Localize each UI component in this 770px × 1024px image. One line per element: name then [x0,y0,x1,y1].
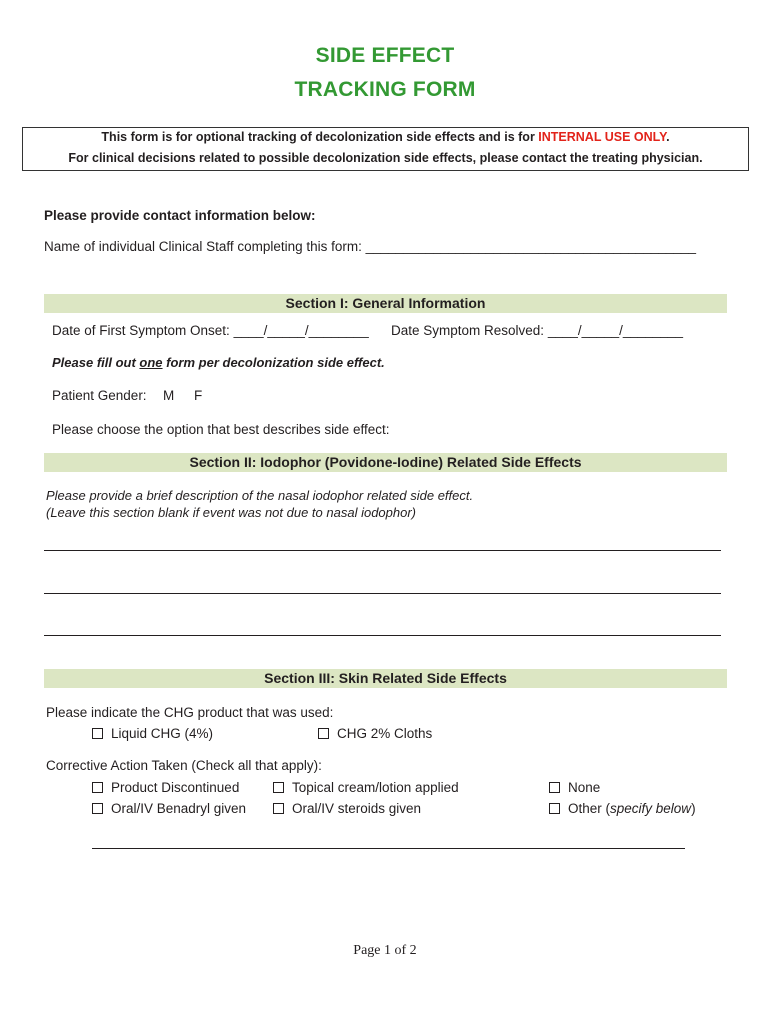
description-line-3[interactable] [44,635,721,636]
internal-use-only: INTERNAL USE ONLY [538,130,667,144]
option-topical-cream[interactable] [273,780,459,795]
onset-label: Date of First Symptom Onset: [52,323,234,338]
option-liquid-chg[interactable] [92,726,213,741]
one-form-instruction [52,355,385,370]
option-benadryl[interactable] [92,801,246,816]
section1-header: Section I: General Information [44,294,727,313]
resolved-date-field[interactable]: ____/_____/________ [547,323,683,338]
resolved-label: Date Symptom Resolved: [391,323,548,338]
steroids-label: Oral/IV steroids given [292,801,422,816]
form-title-line2: TRACKING FORM [294,78,476,101]
checkbox-icon[interactable] [549,782,560,793]
checkbox-icon[interactable] [92,803,103,814]
other-prefix: Other ( [568,801,611,816]
checkbox-icon[interactable] [92,782,103,793]
onset-date-field[interactable]: ____/_____/________ [233,323,369,338]
form-title-line1: SIDE EFFECT [315,44,455,67]
checkbox-icon[interactable] [92,728,103,739]
other-emphasis: specify below [610,801,692,816]
contact-heading: Please provide contact information below: [44,208,316,223]
description-line-1[interactable] [44,550,721,551]
instruction-suffix: form per decolonization side effect. [162,355,385,370]
checkbox-icon[interactable] [318,728,329,739]
chg-cloths-label: CHG 2% Cloths [337,726,433,741]
iodophor-desc-line2: (Leave this section blank if event was not due to nasal iodophor) [46,505,417,520]
product-discontinued-label: Product Discontinued [111,780,240,795]
choose-option-label: Please choose the option that best describes side effect: [52,422,390,437]
option-other[interactable] [549,801,696,816]
description-line-2[interactable] [44,593,721,594]
gender-f-option[interactable]: F [194,388,203,403]
option-chg-cloths[interactable] [318,726,432,741]
notice-line1-suffix: . [666,130,670,144]
instruction-prefix: Please fill out [52,355,140,370]
onset-row [52,323,369,338]
notice-line2: For clinical decisions related to possible decolonization side effects, please contact the treating physician. [68,151,703,165]
resolved-row [391,323,683,338]
other-specify-line[interactable] [92,848,685,849]
benadryl-label: Oral/IV Benadryl given [111,801,247,816]
page-number: Page 1 of 2 [353,943,417,958]
section3-header: Section III: Skin Related Side Effects [44,669,727,688]
staff-name-label: Name of individual Clinical Staff completing this form: [44,239,366,254]
section2-header: Section II: Iodophor (Povidone-Iodine) Related Side Effects [44,453,727,472]
option-product-discontinued[interactable] [92,780,239,795]
staff-name-row [44,239,696,254]
notice-line1 [22,130,749,144]
topical-cream-label: Topical cream/lotion applied [292,780,459,795]
checkbox-icon[interactable] [273,782,284,793]
option-none[interactable] [549,780,600,795]
corrective-action-label: Corrective Action Taken (Check all that apply): [46,758,322,773]
gender-label: Patient Gender: [52,388,147,403]
staff-name-field[interactable]: ____________________________________________ [365,239,696,254]
chg-product-label: Please indicate the CHG product that was used: [46,705,334,720]
gender-m-option[interactable]: M [163,388,175,403]
checkbox-icon[interactable] [273,803,284,814]
instruction-emphasis: one [139,355,163,370]
checkbox-icon[interactable] [549,803,560,814]
option-steroids[interactable] [273,801,421,816]
notice-line1-prefix: This form is for optional tracking of decolonization side effects and is for [101,130,539,144]
iodophor-desc-line1: Please provide a brief description of the nasal iodophor related side effect. [46,488,474,503]
none-label: None [568,780,601,795]
other-suffix: ) [691,801,696,816]
liquid-chg-label: Liquid CHG (4%) [111,726,214,741]
